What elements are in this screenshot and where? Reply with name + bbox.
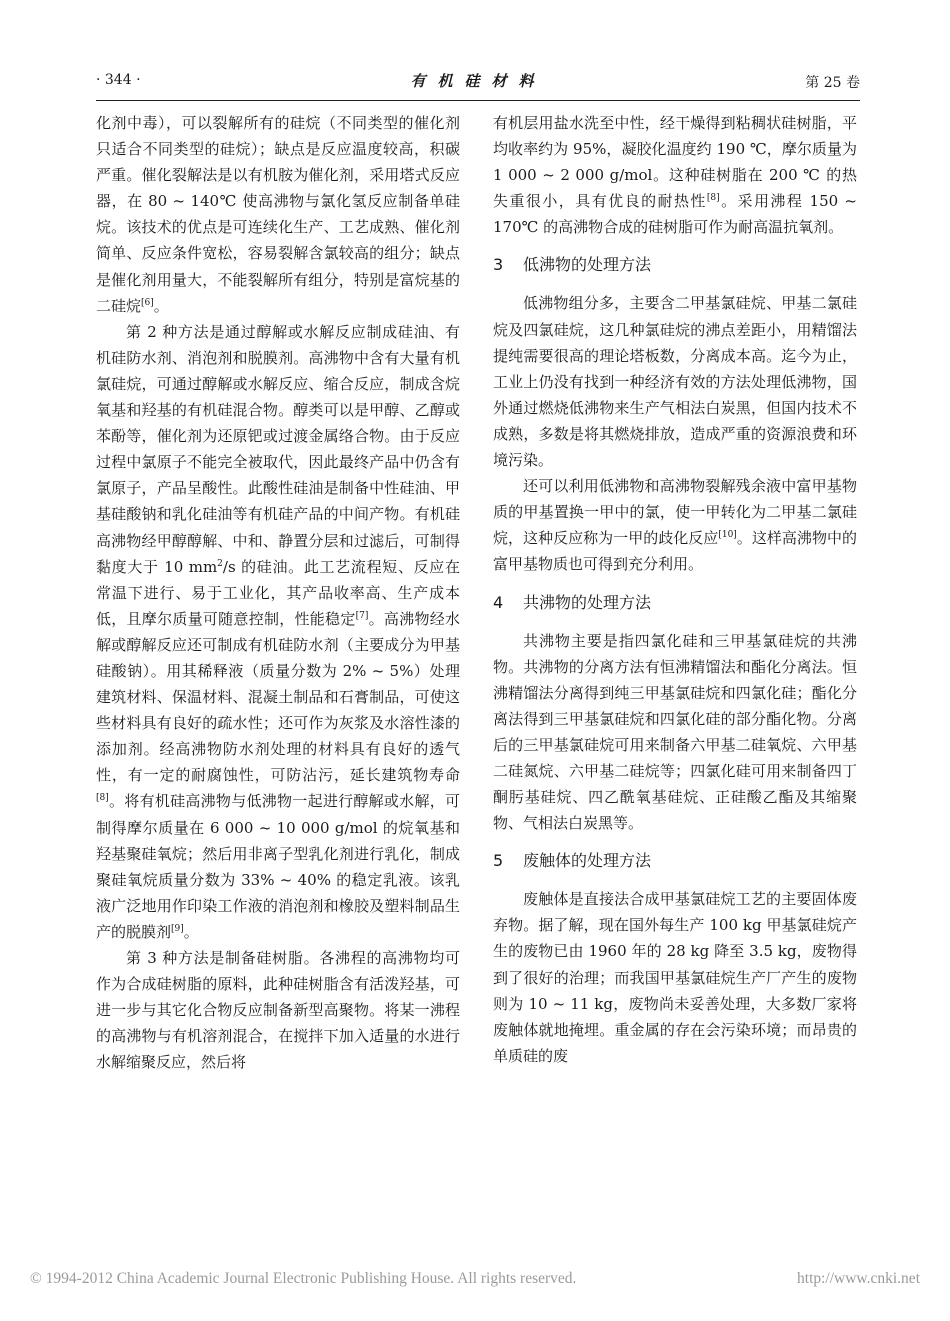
superscript: 2 <box>217 558 223 569</box>
header-divider <box>96 100 860 101</box>
section-number: 5 <box>493 851 504 871</box>
journal-title: 有机硅材料 <box>410 72 546 90</box>
paragraph-text: 。采用沸程 150 ~ 170℃ 的高沸物合成的硅树脂可作为耐高温抗氧剂。 <box>493 192 857 237</box>
citation: [10] <box>718 530 737 541</box>
copyright-notice: © 1994-2012 China Academic Journal Electronic Publishing House. All rights reserved. <box>30 1270 577 1287</box>
website-link[interactable]: http://www.cnki.net <box>797 1270 920 1287</box>
volume-label: 第 25 卷 <box>805 75 860 91</box>
section-title: 低沸物的处理方法 <box>523 255 652 275</box>
paragraph: 共沸物主要是指四氯化硅和三甲基氯硅烷的共沸物。共沸物的分离方法有恒沸精馏法和酯化分离法。恒沸精馏法分离得到纯三甲基氯硅烷和四氯化硅；酯化分离法得到三甲基氯硅烷和四氯化硅的部分酯化物。分离后的三甲基氯硅烷可用来制备六甲基二硅氧烷、六甲基二硅氮烷、六甲基二硅烷等；四氯化硅可用来制备四丁酮肟基硅烷、四乙酰氧基硅烷、正硅酸乙酯及其缩聚物、气相法白炭黑等。 <box>493 631 857 833</box>
paragraph-text: 第 2 种方法是通过醇解或水解反应制成硅油、有机硅防水剂、消泡剂和脱膜剂。高沸物中含有大量有机氯硅烷，可通过醇解或水解反应、缩合反应，制成含烷氧基和羟基的有机硅混合物。醇类可以是甲醇、乙醇或苯酚等，催化剂为还原钯或过渡金属络合物。由于反应过程中氯原子不能完全被取代，因此最终产品中仍含有氯原子，产品呈酸性。此酸性硅油是制备中性硅油、甲基硅酸钠和乳化硅油等有机硅产品的中间产物。有机硅高沸物经甲醇醇解、中和、静置分层和过滤后，可制得黏度大于 10 mm <box>96 322 460 576</box>
page-header <box>96 64 860 92</box>
paragraph <box>96 319 460 945</box>
paragraph-text: 有机层用盐水洗至中性，经干燥得到粘稠状硅树脂，平均收率约为 95%，凝胶化温度约 190 ℃，摩尔质量为 1 000 ~ 2 000 g/mol。这种硅树脂在 200 ℃ 的热失重很小，具有优良的耐热性 <box>493 114 857 211</box>
paragraph-text: 。 <box>183 922 199 941</box>
paragraph-text: 。将有机硅高沸物与低沸物一起进行醇解或水解，可制得摩尔质量在 6 000 ~ 10 000 g/mol 的烷氧基和羟基聚硅氧烷；然后用非离子型乳化剂进行乳化，制成聚硅氧烷质量分数为 33% ~ 40% 的稳定乳液。该乳液广泛地用作印染工作液的消泡剂和橡胶及塑料制品生产的脱膜剂 <box>96 792 460 941</box>
citation: [8] <box>96 793 109 804</box>
citation: [6] <box>141 297 154 308</box>
paragraph-text: 。 <box>153 296 169 315</box>
paragraph <box>96 110 460 319</box>
section-heading-5 <box>493 849 857 873</box>
paragraph-text: /s 的硅油。此工艺流程短、反应在常温下进行、易于工业化，其产品收率高、生产成本低，且摩尔质量可随意控制，性能稳定 <box>96 557 460 628</box>
paragraph-text: 。这样高沸物中的富甲基物质也可得到充分利用。 <box>493 529 857 574</box>
paragraph-text: 化剂中毒），可以裂解所有的硅烷（不同类型的催化剂只适合不同类型的硅烷）；缺点是反应温度较高，积碳严重。催化裂解法是以有机胺为催化剂，采用塔式反应器，在 80 ~ 140℃ 使高沸物与氯化氢反应制备单硅烷。该技术的优点是可连续化生产、工艺成熟、催化剂简单、反应条件宽松，容易裂解含氯较高的组分；缺点是催化剂用量大，不能裂解所有组分，特别是富烷基的二硅烷 <box>96 114 460 315</box>
citation: [8] <box>706 193 720 204</box>
paragraph: 第 3 种方法是制备硅树脂。各沸程的高沸物均可作为合成硅树脂的原料，此种硅树脂含有活泼羟基，可进一步与其它化合物反应制备新型高聚物。将某一沸程的高沸物与有机溶剂混合，在搅拌下加入适量的水进行水解缩聚反应，然后将 <box>96 949 460 1072</box>
citation: [9] <box>171 923 184 934</box>
section-title: 废触体的处理方法 <box>523 851 652 871</box>
page-number: · 344 · <box>96 72 141 88</box>
left-column <box>96 110 460 1075</box>
section-title: 共沸物的处理方法 <box>523 592 652 612</box>
section-heading-3 <box>493 253 857 277</box>
paragraph-text: 还可以利用低沸物和高沸物裂解残余液中富甲基物质的甲基置换一甲中的氯，使一甲转化为二甲基二氯硅烷，这种反应称为一甲的歧化反应 <box>493 477 857 548</box>
right-column <box>493 110 857 1069</box>
paragraph: 低沸物组分多，主要含二甲基氯硅烷、甲基二氯硅烷及四氯硅烷，这几种氯硅烷的沸点差距小，用精馏法提纯需要很高的理论塔板数，分离成本高。迄今为止，工业上仍没有找到一种经济有效的方法处理低沸物，国外通过燃烧低沸物来生产气相法白炭黑，但国内技术不成熟，多数是将其燃烧排放，造成严重的资源浪费和环境污染。 <box>493 294 857 470</box>
section-heading-4 <box>493 591 857 615</box>
paragraph <box>493 473 857 577</box>
paragraph <box>493 110 857 240</box>
section-number: 4 <box>493 592 504 612</box>
paragraph-text: 。高沸物经水解或醇解反应还可制成有机硅防水剂（主要成分为甲基硅酸钠）。用其稀释液（质量分数为 2% ~ 5%）处理建筑材料、保温材料、混凝土制品和石膏制品，可使这些材料具有良好的疏水性；还可作为灰浆及水溶性漆的添加剂。经高沸物防水剂处理的材料具有良好的透气性，有一定的耐腐蚀性，可防沾污，延长建筑物寿命 <box>96 609 460 785</box>
paragraph: 废触体是直接法合成甲基氯硅烷工艺的主要固体废弃物。据了解，现在国外每生产 100 kg 甲基氯硅烷产生的废物已由 1960 年的 28 kg 降至 3.5 kg，废物得到了很好的治理；而我国甲基氯硅烷生产厂产生的废物则为 10 ~ 11 kg，废物尚未妥善处理，大多数厂家将废触体就地掩埋。重金属的存在会污染环境；而昂贵的单质硅的废 <box>493 890 857 1065</box>
citation: [7] <box>355 610 369 621</box>
section-number: 3 <box>493 255 504 275</box>
